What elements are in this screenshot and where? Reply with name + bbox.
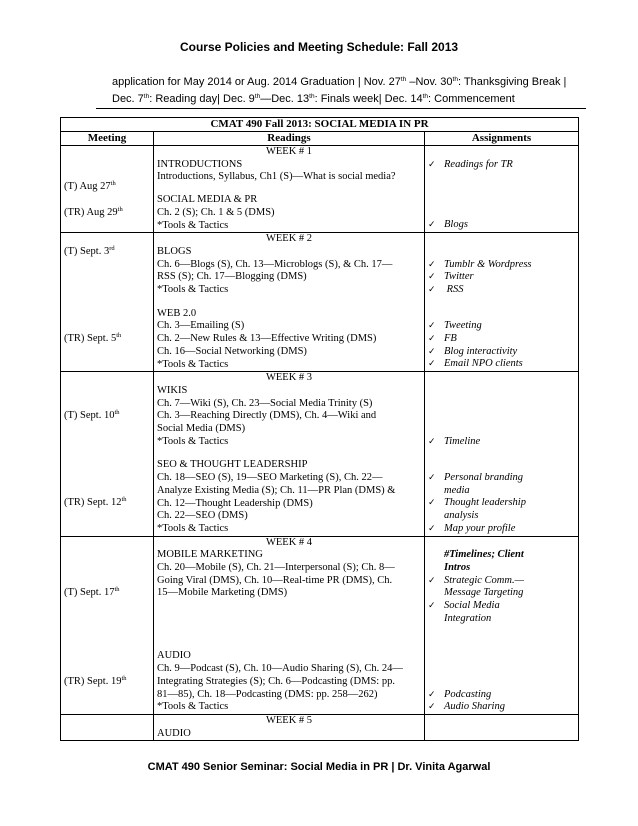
assignment-heading: Intros: [444, 561, 471, 573]
intro-line-1: application for May 2014 or Aug. 2014 Graduation | Nov. 27th –Nov. 30th: Thanksgiving Break |: [112, 76, 567, 88]
page-header-title: Course Policies and Meeting Schedule: Fall 2013: [179, 40, 459, 54]
assignment-item: [428, 284, 575, 297]
session-readings: [157, 728, 421, 741]
assignment-text: Thought leadership: [444, 497, 526, 509]
session-readings: [157, 308, 421, 372]
reading-line: Ch. 22—SEO (DMS): [157, 510, 248, 522]
session-date: [64, 385, 150, 449]
session-date: [64, 159, 150, 193]
check-mark-icon: ✓: [428, 523, 436, 534]
meeting-date-suffix: th: [114, 409, 120, 417]
reading-line: Integrating Strategies (S); Ch. 6—Podcasting (DMS: pp.: [157, 675, 395, 687]
readings-cell: [154, 536, 425, 714]
meeting-date-suffix: th: [114, 586, 120, 594]
meeting-date-suffix: th: [121, 496, 127, 504]
session-date: [64, 246, 150, 297]
assignment-item: [428, 472, 575, 485]
reading-line: Ch. 2—New Rules & 13—Effective Writing (DMS): [157, 333, 377, 345]
reading-line: Ch. 20—Mobile (S), Ch. 21—Interpersonal (S); Ch. 8—: [157, 561, 395, 573]
reading-line: *Tools & Tactics: [157, 701, 229, 713]
check-mark-icon: ✓: [428, 220, 436, 231]
session-assignments: [428, 308, 575, 372]
reading-line: Going Viral (DMS), Ch. 10—Real-time PR (DMS), Ch.: [157, 574, 393, 586]
assignments-cell: [425, 146, 579, 233]
meeting-date: (T) Sept. 10: [64, 410, 115, 422]
session-readings: [157, 459, 421, 535]
assignment-item: [428, 689, 575, 702]
session-assignments: [428, 159, 575, 184]
assignment-text: FB: [444, 333, 457, 345]
session-readings: [157, 159, 421, 184]
session-readings: [157, 650, 421, 714]
week-label: WEEK # 5: [265, 714, 313, 726]
assignment-item: [428, 587, 575, 600]
assignment-item: [428, 600, 575, 613]
week-row: [61, 146, 579, 233]
check-mark-icon: ✓: [428, 346, 436, 357]
session-date: [64, 650, 150, 714]
reading-line: Social Media (DMS): [157, 423, 246, 434]
assignment-item: [428, 613, 575, 626]
check-mark-icon: ✓: [428, 284, 436, 295]
reading-line: Ch. 16—Social Networking (DMS): [157, 345, 307, 357]
session-assignments: [428, 549, 575, 625]
session-assignments: [428, 650, 575, 714]
assignment-item: [428, 358, 575, 371]
assignment-item: [428, 259, 575, 272]
assignment-text: Blogs: [444, 219, 468, 231]
meeting-date: (T) Aug 27: [64, 181, 111, 193]
check-mark-icon: ✓: [428, 259, 436, 270]
reading-line: *Tools & Tactics: [157, 435, 229, 447]
week-label: WEEK # 4: [265, 536, 313, 548]
assignment-text: RSS: [444, 283, 464, 295]
reading-line: AUDIO: [157, 650, 191, 662]
check-mark-icon: ✓: [428, 159, 436, 170]
assignment-text: Integration: [444, 612, 492, 624]
check-mark-icon: ✓: [428, 473, 436, 484]
assignment-item: [428, 219, 575, 232]
reading-line: *Tools & Tactics: [157, 219, 229, 231]
reading-line: Ch. 9—Podcast (S), Ch. 10—Audio Sharing (S), Ch. 24—: [157, 663, 403, 675]
meeting-cell: [61, 536, 154, 714]
reading-line: Ch. 12—Thought Leadership (DMS): [157, 497, 313, 509]
reading-line: *Tools & Tactics: [157, 358, 229, 370]
assignment-text: Tumblr & Wordpress: [444, 258, 532, 270]
week-label: WEEK # 3: [265, 372, 313, 384]
check-mark-icon: ✓: [428, 575, 436, 586]
meeting-date: (TR) Aug 29: [64, 206, 118, 218]
assignments-cell: [425, 536, 579, 714]
readings-cell: [154, 714, 425, 740]
reading-line: 81—85), Ch. 18—Podcasting (DMS: pp. 258—262): [157, 688, 378, 700]
check-mark-icon: ✓: [428, 498, 436, 509]
assignments-cell: [425, 233, 579, 372]
assignment-item: [428, 575, 575, 588]
column-header-readings: Readings: [154, 132, 425, 146]
reading-line: Introductions, Syllabus, Ch1 (S)—What is social media?: [157, 171, 396, 183]
meeting-date-suffix: th: [121, 674, 127, 682]
reading-line: AUDIO: [157, 727, 191, 739]
meeting-cell: [61, 372, 154, 536]
reading-line: MOBILE MARKETING: [157, 549, 263, 561]
assignment-text: Email NPO clients: [444, 358, 523, 370]
page-footer: CMAT 490 Senior Seminar: Social Media in PR | Dr. Vinita Agarwal: [147, 761, 491, 773]
reading-line: Ch. 6—Blogs (S), Ch. 13—Microblogs (S), & Ch. 17—: [157, 258, 393, 270]
meeting-date-suffix: rd: [109, 244, 115, 252]
check-mark-icon: ✓: [428, 272, 436, 283]
week-row: [61, 233, 579, 372]
week-row: [61, 536, 579, 714]
meeting-date-suffix: th: [110, 180, 116, 188]
assignment-text: Personal branding: [444, 472, 524, 484]
assignment-text: Readings for TR: [444, 158, 513, 170]
assignment-item: [428, 320, 575, 333]
session-date: [64, 549, 150, 625]
meeting-cell: [61, 714, 154, 740]
table-title: CMAT 490 Fall 2013: SOCIAL MEDIA IN PR: [61, 118, 579, 132]
assignment-text: Timeline: [444, 435, 481, 447]
week-row: [61, 714, 579, 740]
meeting-cell: [61, 233, 154, 372]
reading-line: SEO & THOUGHT LEADERSHIP: [157, 459, 308, 471]
meeting-cell: [61, 146, 154, 233]
reading-line: Analyze Existing Media (S); Ch. 11—PR Plan (DMS) &: [157, 484, 396, 496]
assignment-text: Social Media: [444, 600, 500, 612]
week-label: WEEK # 1: [265, 146, 313, 157]
reading-line: BLOGS: [157, 245, 192, 257]
session-assignments: [428, 194, 575, 232]
meeting-date-suffix: th: [116, 332, 122, 340]
reading-line: *Tools & Tactics: [157, 522, 229, 534]
session-assignments: [428, 459, 575, 535]
readings-cell: [154, 372, 425, 536]
session-date: [64, 308, 150, 372]
meeting-date-suffix: th: [117, 205, 123, 213]
reading-line: *Tools & Tactics: [157, 284, 229, 295]
check-mark-icon: ✓: [428, 334, 436, 345]
check-mark-icon: ✓: [428, 359, 436, 370]
session-readings: [157, 549, 421, 625]
meeting-date: (TR) Sept. 5: [64, 333, 117, 345]
readings-cell: [154, 146, 425, 233]
assignment-item: [428, 510, 575, 523]
session-readings: [157, 246, 421, 297]
meeting-date: (T) Sept. 17: [64, 587, 115, 599]
session-readings: [157, 194, 421, 232]
assignment-text: Twitter: [444, 271, 474, 283]
assignment-text: Podcasting: [444, 688, 492, 700]
session-date: [64, 728, 150, 741]
column-header-meeting: Meeting: [61, 132, 154, 146]
session-date: [64, 194, 150, 232]
session-assignments: [428, 728, 575, 741]
assignments-cell: [425, 372, 579, 536]
reading-line: INTRODUCTIONS: [157, 158, 243, 170]
week-label: WEEK # 2: [265, 233, 313, 245]
assignment-item: [428, 271, 575, 284]
assignment-item: [428, 159, 575, 172]
reading-line: Ch. 3—Reaching Directly (DMS), Ch. 4—Wiki and: [157, 410, 377, 422]
assignment-item: [428, 701, 575, 714]
readings-cell: [154, 233, 425, 372]
assignment-item: [428, 333, 575, 346]
assignment-text: Tweeting: [444, 320, 482, 332]
session-readings: [157, 385, 421, 449]
reading-line: Ch. 18—SEO (S), 19—SEO Marketing (S), Ch. 22—: [157, 472, 383, 484]
assignment-item: [428, 485, 575, 498]
schedule-body: [61, 146, 579, 741]
session-date: [64, 459, 150, 535]
assignment-text: Strategic Comm.—: [444, 574, 524, 586]
assignments-cell: [425, 714, 579, 740]
reading-line: SOCIAL MEDIA & PR: [157, 194, 258, 206]
assignment-text: Message Targeting: [444, 587, 524, 599]
assignment-text: analysis: [444, 510, 479, 522]
column-header-assignments: Assignments: [425, 132, 579, 146]
schedule-table: [60, 117, 579, 741]
week-row: [61, 372, 579, 536]
session-assignments: [428, 385, 575, 449]
meeting-date: (TR) Sept. 19: [64, 675, 122, 687]
assignment-text: Blog interactivity: [444, 345, 518, 357]
check-mark-icon: ✓: [428, 601, 436, 612]
check-mark-icon: ✓: [428, 436, 436, 447]
assignment-item: [428, 346, 575, 359]
assignment-item: [428, 523, 575, 536]
reading-line: Ch. 2 (S); Ch. 1 & 5 (DMS): [157, 206, 275, 218]
assignment-item: [428, 436, 575, 449]
check-mark-icon: ✓: [428, 702, 436, 713]
meeting-date: (TR) Sept. 12: [64, 497, 122, 509]
check-mark-icon: ✓: [428, 321, 436, 332]
intro-line-2: Dec. 7th: Reading day| Dec. 9th—Dec. 13th: Finals week| Dec. 14th: Commencement: [112, 93, 515, 105]
check-mark-icon: ✓: [428, 689, 436, 700]
assignment-text: Map your profile: [444, 522, 516, 534]
assignment-heading: #Timelines; Client: [444, 549, 524, 561]
assignment-item: [428, 497, 575, 510]
assignment-text: Audio Sharing: [444, 701, 505, 713]
meeting-date: (T) Sept. 3: [64, 245, 110, 257]
reading-line: WIKIS: [157, 384, 188, 396]
header-rule: [96, 108, 586, 109]
reading-line: RSS (S); Ch. 17—Blogging (DMS): [157, 271, 307, 283]
reading-line: 15—Mobile Marketing (DMS): [157, 587, 288, 599]
reading-line: Ch. 7—Wiki (S), Ch. 23—Social Media Trinity (S): [157, 397, 373, 409]
reading-line: Ch. 3—Emailing (S): [157, 320, 245, 332]
session-assignments: [428, 246, 575, 297]
assignment-text: media: [444, 484, 470, 496]
reading-line: WEB 2.0: [157, 307, 197, 319]
